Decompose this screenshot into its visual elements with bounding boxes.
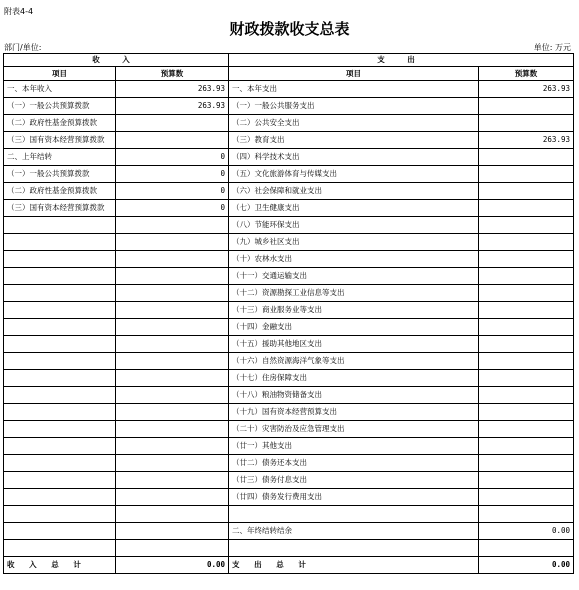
- income-item-cell: [4, 540, 116, 557]
- expense-item-cell: （三）教育支出: [229, 132, 479, 149]
- table-row: [4, 166, 574, 183]
- expense-value-cell: [479, 472, 574, 489]
- income-value-cell: [116, 268, 229, 285]
- expense-item-cell: （廿三）债务付息支出: [229, 472, 479, 489]
- expense-item-cell: （八）节能环保支出: [229, 217, 479, 234]
- expense-value-cell: [479, 98, 574, 115]
- income-value-cell: [116, 489, 229, 506]
- income-value-cell: [116, 319, 229, 336]
- annex-label: 附表4-4: [4, 7, 34, 16]
- expense-value-cell: [479, 506, 574, 523]
- table-row: [4, 523, 574, 540]
- expense-value-cell: [479, 353, 574, 370]
- expense-total-value: 0.00: [479, 557, 574, 574]
- income-item-cell: [4, 421, 116, 438]
- header-row-sections: [4, 54, 574, 67]
- income-item-cell: （三）国有资本经营预算拨款: [4, 200, 116, 217]
- expense-item-cell: （十六）自然资源海洋气象等支出: [229, 353, 479, 370]
- expense-value-cell: [479, 404, 574, 421]
- income-value-cell: 0: [116, 149, 229, 166]
- table-row: [4, 234, 574, 251]
- income-value-cell: [116, 387, 229, 404]
- expense-value-cell: 0.00: [479, 523, 574, 540]
- table-row: [4, 404, 574, 421]
- income-value-cell: [116, 540, 229, 557]
- table-row: [4, 149, 574, 166]
- income-item-cell: [4, 302, 116, 319]
- expense-item-cell: （十四）金融支出: [229, 319, 479, 336]
- income-item-cell: （二）政府性基金预算拨款: [4, 183, 116, 200]
- expense-value-cell: [479, 234, 574, 251]
- income-value-cell: 263.93: [116, 81, 229, 98]
- expense-value-cell: [479, 302, 574, 319]
- expense-value-cell: [479, 421, 574, 438]
- table-row: [4, 183, 574, 200]
- expense-total-label: 支 出 总 计: [229, 557, 479, 574]
- expense-item-cell: （九）城乡社区支出: [229, 234, 479, 251]
- income-item-cell: （二）政府性基金预算拨款: [4, 115, 116, 132]
- income-item-cell: [4, 523, 116, 540]
- expense-item-cell: （七）卫生健康支出: [229, 200, 479, 217]
- income-item-cell: 二、上年结转: [4, 149, 116, 166]
- income-value-cell: [116, 523, 229, 540]
- income-item-cell: 一、本年收入: [4, 81, 116, 98]
- income-section-header: 收 入: [4, 54, 229, 67]
- expense-value-cell: [479, 115, 574, 132]
- income-item-cell: [4, 506, 116, 523]
- expense-item-cell: （十）农林水支出: [229, 251, 479, 268]
- expense-value-cell: [479, 319, 574, 336]
- income-value-cell: [116, 234, 229, 251]
- expense-item-cell: （十七）住房保障支出: [229, 370, 479, 387]
- expense-item-cell: （廿一）其他支出: [229, 438, 479, 455]
- table-row: [4, 421, 574, 438]
- income-budget-header: 预算数: [116, 67, 229, 81]
- income-item-cell: [4, 387, 116, 404]
- income-item-cell: [4, 489, 116, 506]
- income-item-cell: [4, 404, 116, 421]
- table-row: [4, 472, 574, 489]
- table-row: [4, 268, 574, 285]
- income-value-cell: [116, 336, 229, 353]
- table-row: [4, 302, 574, 319]
- table-row: [4, 336, 574, 353]
- expense-value-cell: [479, 149, 574, 166]
- income-item-cell: [4, 370, 116, 387]
- table-row: [4, 540, 574, 557]
- table-row: [4, 438, 574, 455]
- income-item-cell: [4, 472, 116, 489]
- page-title: 财政拨款收支总表: [229, 20, 350, 38]
- expense-item-cell: [229, 540, 479, 557]
- expense-value-cell: 263.93: [479, 81, 574, 98]
- income-value-cell: [116, 472, 229, 489]
- income-value-cell: [116, 115, 229, 132]
- income-value-cell: [116, 438, 229, 455]
- expense-budget-header: 预算数: [479, 67, 574, 81]
- table-row: [4, 387, 574, 404]
- income-item-cell: （三）国有资本经营预算拨款: [4, 132, 116, 149]
- expense-value-cell: [479, 268, 574, 285]
- header-row-columns: [4, 67, 574, 81]
- income-item-cell: [4, 268, 116, 285]
- income-value-cell: [116, 455, 229, 472]
- department-label: 部门/单位:: [4, 43, 42, 52]
- table-row: [4, 455, 574, 472]
- income-value-cell: 0: [116, 200, 229, 217]
- expense-value-cell: [479, 251, 574, 268]
- income-item-cell: [4, 319, 116, 336]
- table-row: [4, 506, 574, 523]
- expense-item-cell: （十九）国有资本经营预算支出: [229, 404, 479, 421]
- budget-summary-table: [3, 53, 574, 574]
- table-row: [4, 251, 574, 268]
- expense-item-cell: （四）科学技术支出: [229, 149, 479, 166]
- income-value-cell: [116, 251, 229, 268]
- income-item-cell: [4, 336, 116, 353]
- income-total-value: 0.00: [116, 557, 229, 574]
- expense-item-cell: （十八）粮油物资储备支出: [229, 387, 479, 404]
- expense-value-cell: [479, 489, 574, 506]
- expense-section-header: 支 出: [229, 54, 574, 67]
- expense-item-cell: （十二）资源勘探工业信息等支出: [229, 285, 479, 302]
- income-value-cell: [116, 285, 229, 302]
- expense-item-cell: [229, 506, 479, 523]
- expense-value-cell: [479, 438, 574, 455]
- table-row: [4, 370, 574, 387]
- income-item-cell: [4, 217, 116, 234]
- income-value-cell: [116, 132, 229, 149]
- table-row: [4, 81, 574, 98]
- income-item-cell: [4, 455, 116, 472]
- income-item-cell: （一）一般公共预算拨款: [4, 98, 116, 115]
- income-value-cell: [116, 353, 229, 370]
- table-row: [4, 285, 574, 302]
- income-value-cell: [116, 421, 229, 438]
- income-value-cell: 0: [116, 166, 229, 183]
- income-value-cell: [116, 302, 229, 319]
- income-item-cell: [4, 438, 116, 455]
- expense-item-cell: （二）公共安全支出: [229, 115, 479, 132]
- totals-row: [4, 557, 574, 574]
- income-total-label: 收 入 总 计: [4, 557, 116, 574]
- income-item-cell: （一）一般公共预算拨款: [4, 166, 116, 183]
- expense-item-cell: 一、本年支出: [229, 81, 479, 98]
- expense-value-cell: [479, 370, 574, 387]
- expense-item-cell: （六）社会保障和就业支出: [229, 183, 479, 200]
- income-item-cell: [4, 234, 116, 251]
- expense-value-cell: [479, 336, 574, 353]
- income-value-cell: [116, 370, 229, 387]
- income-item-cell: [4, 285, 116, 302]
- expense-item-header: 项目: [229, 67, 479, 81]
- income-value-cell: [116, 404, 229, 421]
- expense-item-cell: 二、年终结转结余: [229, 523, 479, 540]
- income-item-cell: [4, 353, 116, 370]
- expense-value-cell: 263.93: [479, 132, 574, 149]
- expense-item-cell: （十五）援助其他地区支出: [229, 336, 479, 353]
- expense-item-cell: （一）一般公共服务支出: [229, 98, 479, 115]
- expense-value-cell: [479, 166, 574, 183]
- expense-value-cell: [479, 217, 574, 234]
- expense-item-cell: （十一）交通运输支出: [229, 268, 479, 285]
- expense-value-cell: [479, 183, 574, 200]
- income-value-cell: 263.93: [116, 98, 229, 115]
- expense-item-cell: （五）文化旅游体育与传媒支出: [229, 166, 479, 183]
- expense-value-cell: [479, 387, 574, 404]
- table-row: [4, 489, 574, 506]
- expense-item-cell: （二十）灾害防治及应急管理支出: [229, 421, 479, 438]
- table-row: [4, 319, 574, 336]
- table-row: [4, 200, 574, 217]
- expense-value-cell: [479, 200, 574, 217]
- income-value-cell: [116, 217, 229, 234]
- unit-label: 单位: 万元: [533, 43, 571, 52]
- income-item-cell: [4, 251, 116, 268]
- expense-item-cell: （廿四）债务发行费用支出: [229, 489, 479, 506]
- expense-item-cell: （廿二）债务还本支出: [229, 455, 479, 472]
- income-value-cell: [116, 506, 229, 523]
- table-row: [4, 353, 574, 370]
- table-row: [4, 132, 574, 149]
- expense-item-cell: （十三）商业服务业等支出: [229, 302, 479, 319]
- income-value-cell: 0: [116, 183, 229, 200]
- table-row: [4, 98, 574, 115]
- expense-value-cell: [479, 455, 574, 472]
- table-row: [4, 217, 574, 234]
- expense-value-cell: [479, 285, 574, 302]
- expense-value-cell: [479, 540, 574, 557]
- income-item-header: 项目: [4, 67, 116, 81]
- table-row: [4, 115, 574, 132]
